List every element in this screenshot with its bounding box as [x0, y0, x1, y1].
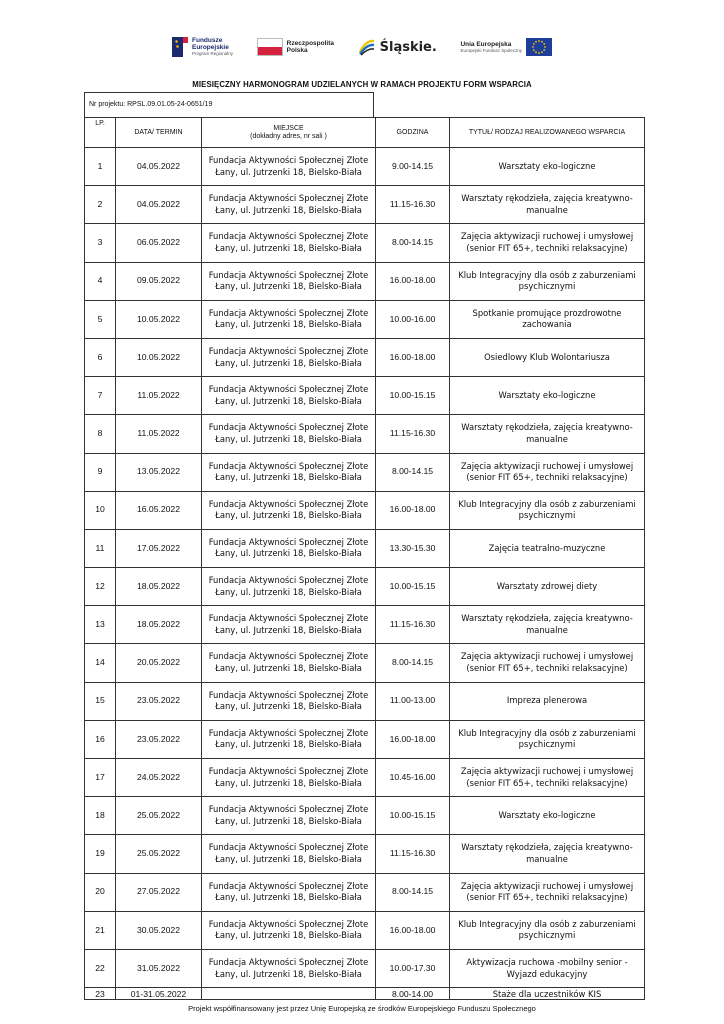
cell-title: Warsztaty rękodzieła, zajęcia kreatywno-manualne	[450, 186, 645, 224]
cell-title: Zajęcia aktywizacji ruchowej i umysłowej (senior FIT 65+, techniki relaksacyjne)	[450, 873, 645, 911]
table-row	[85, 644, 645, 682]
rzeczpospolita-logo	[257, 38, 334, 56]
cell-hours: 10.00-17.30	[376, 949, 450, 987]
cell-lp: 18	[85, 797, 116, 835]
cell-place: Fundacja Aktywności Społecznej Złote Łany, ul. Jutrzenki 18, Bielsko-Biała	[202, 682, 376, 720]
cell-place: Fundacja Aktywności Społecznej Złote Łany, ul. Jutrzenki 18, Bielsko-Biała	[202, 415, 376, 453]
cell-lp: 15	[85, 682, 116, 720]
cell-lp: 17	[85, 759, 116, 797]
cell-date: 20.05.2022	[116, 644, 202, 682]
cell-lp: 2	[85, 186, 116, 224]
cell-place: Fundacja Aktywności Społecznej Złote Łany, ul. Jutrzenki 18, Bielsko-Biała	[202, 949, 376, 987]
table-row	[85, 759, 645, 797]
cell-place: Fundacja Aktywności Społecznej Złote Łany, ul. Jutrzenki 18, Bielsko-Biała	[202, 224, 376, 262]
table-row	[85, 186, 645, 224]
cell-date: 23.05.2022	[116, 720, 202, 758]
cell-place: Fundacja Aktywności Społecznej Złote Łany, ul. Jutrzenki 18, Bielsko-Biała	[202, 873, 376, 911]
table-row	[85, 720, 645, 758]
header-place	[202, 118, 376, 148]
cell-date: 04.05.2022	[116, 148, 202, 186]
cell-date: 16.05.2022	[116, 491, 202, 529]
cell-title: Aktywizacja ruchowa -mobilny senior - Wyjazd edukacyjny	[450, 949, 645, 987]
cell-title: Spotkanie promujące prozdrowotne zachowania	[450, 300, 645, 338]
cell-place: Fundacja Aktywności Społecznej Złote Łany, ul. Jutrzenki 18, Bielsko-Biała	[202, 529, 376, 567]
cell-date: 27.05.2022	[116, 873, 202, 911]
unia-europejska-logo	[460, 38, 552, 56]
cell-title: Warsztaty eko-logiczne	[450, 377, 645, 415]
cell-lp: 19	[85, 835, 116, 873]
cell-place: Fundacja Aktywności Społecznej Złote Łany, ul. Jutrzenki 18, Bielsko-Biała	[202, 911, 376, 949]
document-title: MIESIĘCZNY HARMONOGRAM UDZIELANYCH W RAMACH PROJEKTU FORM WSPARCIA	[192, 80, 532, 89]
cell-hours: 16.00-18.00	[376, 491, 450, 529]
cell-place	[202, 988, 376, 1000]
fe-line1: Fundusze	[192, 37, 223, 44]
table-row	[85, 262, 645, 300]
cell-title: Warsztaty zdrowej diety	[450, 568, 645, 606]
header-lp: LP.	[85, 118, 116, 148]
table-row	[85, 911, 645, 949]
table-row	[85, 148, 645, 186]
table-row	[85, 453, 645, 491]
cell-place: Fundacja Aktywności Społecznej Złote Łany, ul. Jutrzenki 18, Bielsko-Biała	[202, 797, 376, 835]
cell-place: Fundacja Aktywności Społecznej Złote Łany, ul. Jutrzenki 18, Bielsko-Biała	[202, 835, 376, 873]
cell-lp: 16	[85, 720, 116, 758]
table-row	[85, 491, 645, 529]
cell-hours: 10.00-15.15	[376, 377, 450, 415]
cell-date: 10.05.2022	[116, 338, 202, 376]
schedule-table	[84, 117, 645, 1000]
cell-title: Zajęcia aktywizacji ruchowej i umysłowej (senior FIT 65+, techniki relaksacyjne)	[450, 644, 645, 682]
cell-hours: 11.15-16.30	[376, 415, 450, 453]
cell-lp: 9	[85, 453, 116, 491]
cell-hours: 8.00-14.15	[376, 873, 450, 911]
table-row	[85, 606, 645, 644]
cell-title: Osiedlowy Klub Wolontariusza	[450, 338, 645, 376]
header-place-line2: (dokładny adres, nr sali )	[250, 132, 327, 140]
cell-date: 18.05.2022	[116, 606, 202, 644]
cell-hours: 8.00-14.00	[376, 988, 450, 1000]
ue-line2: Europejski Fundusz Społeczny	[460, 47, 522, 53]
rp-line1: Rzeczpospolita	[286, 40, 334, 47]
cell-date: 11.05.2022	[116, 377, 202, 415]
cell-place: Fundacja Aktywności Społecznej Złote Łany, ul. Jutrzenki 18, Bielsko-Biała	[202, 186, 376, 224]
table-row	[85, 529, 645, 567]
fe-line3: Program Regionalny	[192, 51, 234, 56]
cell-hours: 16.00-18.00	[376, 338, 450, 376]
cell-place: Fundacja Aktywności Społecznej Złote Łany, ul. Jutrzenki 18, Bielsko-Biała	[202, 491, 376, 529]
eu-flag-icon	[526, 38, 552, 56]
cell-hours: 9.00-14.15	[376, 148, 450, 186]
cell-lp: 6	[85, 338, 116, 376]
cell-hours: 11.00-13.00	[376, 682, 450, 720]
cell-title: Klub Integracyjny dla osób z zaburzeniami psychicznymi	[450, 262, 645, 300]
cell-lp: 12	[85, 568, 116, 606]
cell-place: Fundacja Aktywności Społecznej Złote Łany, ul. Jutrzenki 18, Bielsko-Biała	[202, 568, 376, 606]
cell-lp: 5	[85, 300, 116, 338]
slaskie-mark-icon	[358, 38, 376, 56]
cell-lp: 14	[85, 644, 116, 682]
table-row	[85, 682, 645, 720]
cell-date: 25.05.2022	[116, 797, 202, 835]
cell-date: 17.05.2022	[116, 529, 202, 567]
cell-lp: 20	[85, 873, 116, 911]
cell-lp: 1	[85, 148, 116, 186]
cell-place: Fundacja Aktywności Społecznej Złote Łany, ul. Jutrzenki 18, Bielsko-Biała	[202, 377, 376, 415]
cell-date: 09.05.2022	[116, 262, 202, 300]
cell-lp: 3	[85, 224, 116, 262]
cell-date: 04.05.2022	[116, 186, 202, 224]
table-row	[85, 224, 645, 262]
cell-hours: 11.15-16.30	[376, 606, 450, 644]
cell-date: 18.05.2022	[116, 568, 202, 606]
cell-date: 13.05.2022	[116, 453, 202, 491]
cell-date: 24.05.2022	[116, 759, 202, 797]
cell-hours: 11.15-16.30	[376, 835, 450, 873]
cell-hours: 10.45-16.00	[376, 759, 450, 797]
table-row	[85, 568, 645, 606]
cell-lp: 8	[85, 415, 116, 453]
rp-line2: Polska	[286, 47, 308, 54]
table-row	[85, 377, 645, 415]
cell-place: Fundacja Aktywności Społecznej Złote Łany, ul. Jutrzenki 18, Bielsko-Biała	[202, 262, 376, 300]
cell-title: Zajęcia aktywizacji ruchowej i umysłowej (senior FIT 65+, techniki relaksacyjne)	[450, 759, 645, 797]
header-place-line1: MIEJSCE	[273, 124, 304, 132]
table-row	[85, 415, 645, 453]
cell-title: Warsztaty rękodzieła, zajęcia kreatywno-manualne	[450, 835, 645, 873]
cell-title: Warsztaty rękodzieła, zajęcia kreatywno-manualne	[450, 415, 645, 453]
cell-hours: 10.00-15.15	[376, 568, 450, 606]
cell-title: Warsztaty eko-logiczne	[450, 148, 645, 186]
cell-place: Fundacja Aktywności Społecznej Złote Łany, ul. Jutrzenki 18, Bielsko-Biała	[202, 300, 376, 338]
cell-lp: 7	[85, 377, 116, 415]
cell-title: Klub Integracyjny dla osób z zaburzeniami psychicznymi	[450, 720, 645, 758]
cell-hours: 8.00-14.15	[376, 453, 450, 491]
header-date: DATA/ TERMIN	[116, 118, 202, 148]
header-title: TYTUŁ/ RODZAJ REALIZOWANEGO WSPARCIA	[450, 118, 645, 148]
cell-date: 30.05.2022	[116, 911, 202, 949]
fe-line2: Europejskie	[192, 44, 229, 51]
polish-flag-icon	[257, 38, 283, 56]
cell-hours: 10.00-15.15	[376, 797, 450, 835]
cell-title: Warsztaty rękodzieła, zajęcia kreatywno-manualne	[450, 606, 645, 644]
cell-hours: 16.00-18.00	[376, 262, 450, 300]
cell-date: 31.05.2022	[116, 949, 202, 987]
cell-lp: 11	[85, 529, 116, 567]
cell-date: 25.05.2022	[116, 835, 202, 873]
cell-hours: 8.00-14.15	[376, 644, 450, 682]
cell-date: 23.05.2022	[116, 682, 202, 720]
cell-lp: 4	[85, 262, 116, 300]
ue-line1: Unia Europejska	[460, 40, 512, 48]
table-header-row	[85, 118, 645, 148]
fundusze-europejskie-logo	[172, 37, 233, 57]
cell-lp: 13	[85, 606, 116, 644]
cell-title: Klub Integracyjny dla osób z zaburzeniami psychicznymi	[450, 911, 645, 949]
cell-lp: 23	[85, 988, 116, 1000]
cell-hours: 16.00-18.00	[376, 720, 450, 758]
project-number: Nr projektu: RPSL.09.01.05-24-0651/19	[84, 92, 374, 118]
table-row	[85, 949, 645, 987]
cell-lp: 21	[85, 911, 116, 949]
table-row	[85, 300, 645, 338]
cell-lp: 10	[85, 491, 116, 529]
cell-date: 01-31.05.2022	[116, 988, 202, 1000]
footer-note: Projekt współfinansowany jest przez Unię Europejską ze środków Europejskiego Funduszu Społecznego	[188, 1004, 536, 1013]
cell-place: Fundacja Aktywności Społecznej Złote Łany, ul. Jutrzenki 18, Bielsko-Biała	[202, 606, 376, 644]
fundusze-europejskie-icon	[172, 37, 188, 57]
table-row	[85, 338, 645, 376]
cell-hours: 8.00-14.15	[376, 224, 450, 262]
logo-bar	[172, 30, 552, 64]
cell-place: Fundacja Aktywności Społecznej Złote Łany, ul. Jutrzenki 18, Bielsko-Biała	[202, 759, 376, 797]
cell-title: Zajęcia aktywizacji ruchowej i umysłowej (senior FIT 65+, techniki relaksacyjne)	[450, 224, 645, 262]
table-row	[85, 873, 645, 911]
header-hours: GODZINA	[376, 118, 450, 148]
cell-hours: 11.15-16.30	[376, 186, 450, 224]
table-row	[85, 835, 645, 873]
cell-title: Staże dla uczestników KIS	[450, 988, 645, 1000]
cell-hours: 16.00-18.00	[376, 911, 450, 949]
cell-date: 11.05.2022	[116, 415, 202, 453]
cell-lp: 22	[85, 949, 116, 987]
cell-title: Zajęcia aktywizacji ruchowej i umysłowej (senior FIT 65+, techniki relaksacyjne)	[450, 453, 645, 491]
cell-place: Fundacja Aktywności Społecznej Złote Łany, ul. Jutrzenki 18, Bielsko-Biała	[202, 338, 376, 376]
cell-title: Klub Integracyjny dla osób z zaburzeniami psychicznymi	[450, 491, 645, 529]
slaskie-text: Śląskie.	[379, 39, 437, 55]
cell-hours: 10.00-16.00	[376, 300, 450, 338]
cell-place: Fundacja Aktywności Społecznej Złote Łany, ul. Jutrzenki 18, Bielsko-Biała	[202, 644, 376, 682]
cell-title: Warsztaty eko-logiczne	[450, 797, 645, 835]
table-row	[85, 797, 645, 835]
cell-place: Fundacja Aktywności Społecznej Złote Łany, ul. Jutrzenki 18, Bielsko-Biała	[202, 453, 376, 491]
cell-place: Fundacja Aktywności Społecznej Złote Łany, ul. Jutrzenki 18, Bielsko-Biała	[202, 148, 376, 186]
slaskie-logo	[358, 38, 437, 56]
cell-date: 10.05.2022	[116, 300, 202, 338]
table-row	[85, 988, 645, 1000]
cell-title: Zajęcia teatralno-muzyczne	[450, 529, 645, 567]
cell-place: Fundacja Aktywności Społecznej Złote Łany, ul. Jutrzenki 18, Bielsko-Biała	[202, 720, 376, 758]
cell-date: 06.05.2022	[116, 224, 202, 262]
cell-title: Impreza plenerowa	[450, 682, 645, 720]
cell-hours: 13.30-15.30	[376, 529, 450, 567]
